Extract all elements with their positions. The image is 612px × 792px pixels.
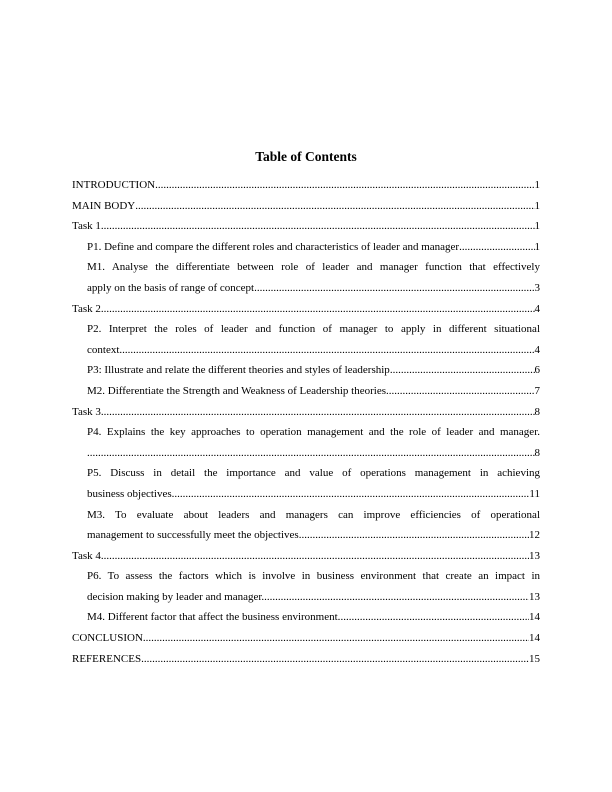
toc-entry-task-3[interactable] xyxy=(72,402,540,423)
toc-entry-label: P3: Illustrate and relate the different theories and styles of leadership xyxy=(87,364,390,377)
toc-entry-p5[interactable] xyxy=(72,463,540,504)
dot-leader xyxy=(122,340,534,361)
toc-list xyxy=(72,175,540,669)
toc-entry-p1[interactable] xyxy=(72,237,540,258)
toc-entry-label: P1. Define and compare the different roles and characteristics of leader and manager xyxy=(87,240,460,253)
dot-leader xyxy=(104,546,529,567)
toc-page-number: 13 xyxy=(529,549,540,562)
toc-page-number: 1 xyxy=(534,220,540,233)
dot-leader xyxy=(87,443,535,464)
toc-page-number: 4 xyxy=(534,343,540,356)
dot-leader xyxy=(143,628,529,649)
toc-entry-label: M2. Differentiate the Strength and Weakness of Leadership theories xyxy=(87,384,386,397)
dot-leader xyxy=(459,237,534,258)
toc-entry-label: INTRODUCTION xyxy=(72,179,156,191)
toc-entry-label: Task 1 xyxy=(72,220,101,233)
toc-entry-p6[interactable] xyxy=(72,566,540,607)
toc-page-number: 1 xyxy=(534,199,540,212)
dot-leader xyxy=(340,607,529,628)
toc-page-number: 15 xyxy=(529,652,540,665)
toc-entry-first-line: M1. Analyse the differentiate between role of leader and manager function that effectively xyxy=(87,261,540,274)
toc-page-number: 14 xyxy=(529,632,540,645)
toc-entry-label: Task 2 xyxy=(72,302,101,315)
toc-page-number: 7 xyxy=(534,384,540,397)
toc-entry-m3[interactable] xyxy=(72,505,540,546)
dot-leader xyxy=(254,278,534,299)
toc-entry-main-body[interactable] xyxy=(72,196,540,217)
toc-page-number: 8 xyxy=(534,405,540,418)
toc-entry-conclusion[interactable] xyxy=(72,628,540,649)
toc-page-number: 1 xyxy=(534,240,540,253)
dot-leader xyxy=(386,381,535,402)
toc-entry-label: CONCLUSION xyxy=(72,632,143,645)
toc-page-number: 3 xyxy=(534,281,540,294)
toc-entry-label: business objectives. xyxy=(87,487,175,500)
toc-entry-label: management to successfully meet the objectives xyxy=(87,529,299,542)
toc-page-number: 12 xyxy=(529,529,540,542)
toc-entry-first-line: P5. Discuss in detail the importance and value of operations management in achieving xyxy=(87,467,540,480)
dot-leader xyxy=(135,196,534,217)
toc-entry-task-2[interactable] xyxy=(72,299,540,320)
dot-leader xyxy=(104,402,535,423)
toc-page-number: 6 xyxy=(534,364,540,377)
toc-entry-p3[interactable] xyxy=(72,360,540,381)
toc-entry-label: decision making by leader and manager. xyxy=(87,590,265,603)
toc-page-number: 13 xyxy=(529,590,540,603)
dot-leader xyxy=(264,587,529,608)
dot-leader xyxy=(155,175,534,196)
toc-entry-label: REFERENCES xyxy=(72,652,142,665)
toc-entry-first-line: P2. Interpret the roles of leader and function of manager to apply in different situational xyxy=(87,323,540,336)
toc-page-number: 4 xyxy=(534,302,540,315)
toc-entry-references[interactable] xyxy=(72,649,540,670)
toc-entry-label: context. xyxy=(87,343,123,356)
dot-leader xyxy=(101,216,535,237)
toc-entry-m2[interactable] xyxy=(72,381,540,402)
dot-leader xyxy=(299,525,529,546)
toc-entry-label: M4. Different factor that affect the business environment. xyxy=(87,611,341,624)
toc-entry-first-line: M3. To evaluate about leaders and managers can improve efficiencies of operational xyxy=(87,508,540,521)
toc-entry-label: Task 4. xyxy=(72,549,104,562)
toc-entry-introduction[interactable] xyxy=(72,175,540,196)
toc-entry-p4[interactable] xyxy=(72,422,540,463)
toc-entry-label: MAIN BODY xyxy=(72,199,136,212)
toc-page-number: 1 xyxy=(534,179,540,191)
toc-entry-task-4[interactable] xyxy=(72,546,540,567)
dot-leader xyxy=(141,649,529,670)
toc-entry-first-line: P6. To assess the factors which is involve in business environment that create an impact in xyxy=(87,570,540,583)
toc-entry-m1[interactable] xyxy=(72,257,540,298)
toc-page-number: 11 xyxy=(529,487,540,500)
toc-entry-p2[interactable] xyxy=(72,319,540,360)
toc-title: Table of Contents xyxy=(255,149,357,164)
dot-leader xyxy=(390,360,535,381)
toc-entry-label: apply on the basis of range of concept xyxy=(87,281,255,294)
toc-entry-first-line: P4. Explains the key approaches to operation management and the role of leader and manager. xyxy=(87,426,540,439)
toc-entry-task-1[interactable] xyxy=(72,216,540,237)
toc-page-number: 8 xyxy=(534,446,540,459)
toc-entry-label: Task 3. xyxy=(72,405,104,418)
toc-entry-m4[interactable] xyxy=(72,607,540,628)
dot-leader xyxy=(174,484,529,505)
dot-leader xyxy=(101,299,535,320)
toc-page-number: 14 xyxy=(529,611,540,624)
